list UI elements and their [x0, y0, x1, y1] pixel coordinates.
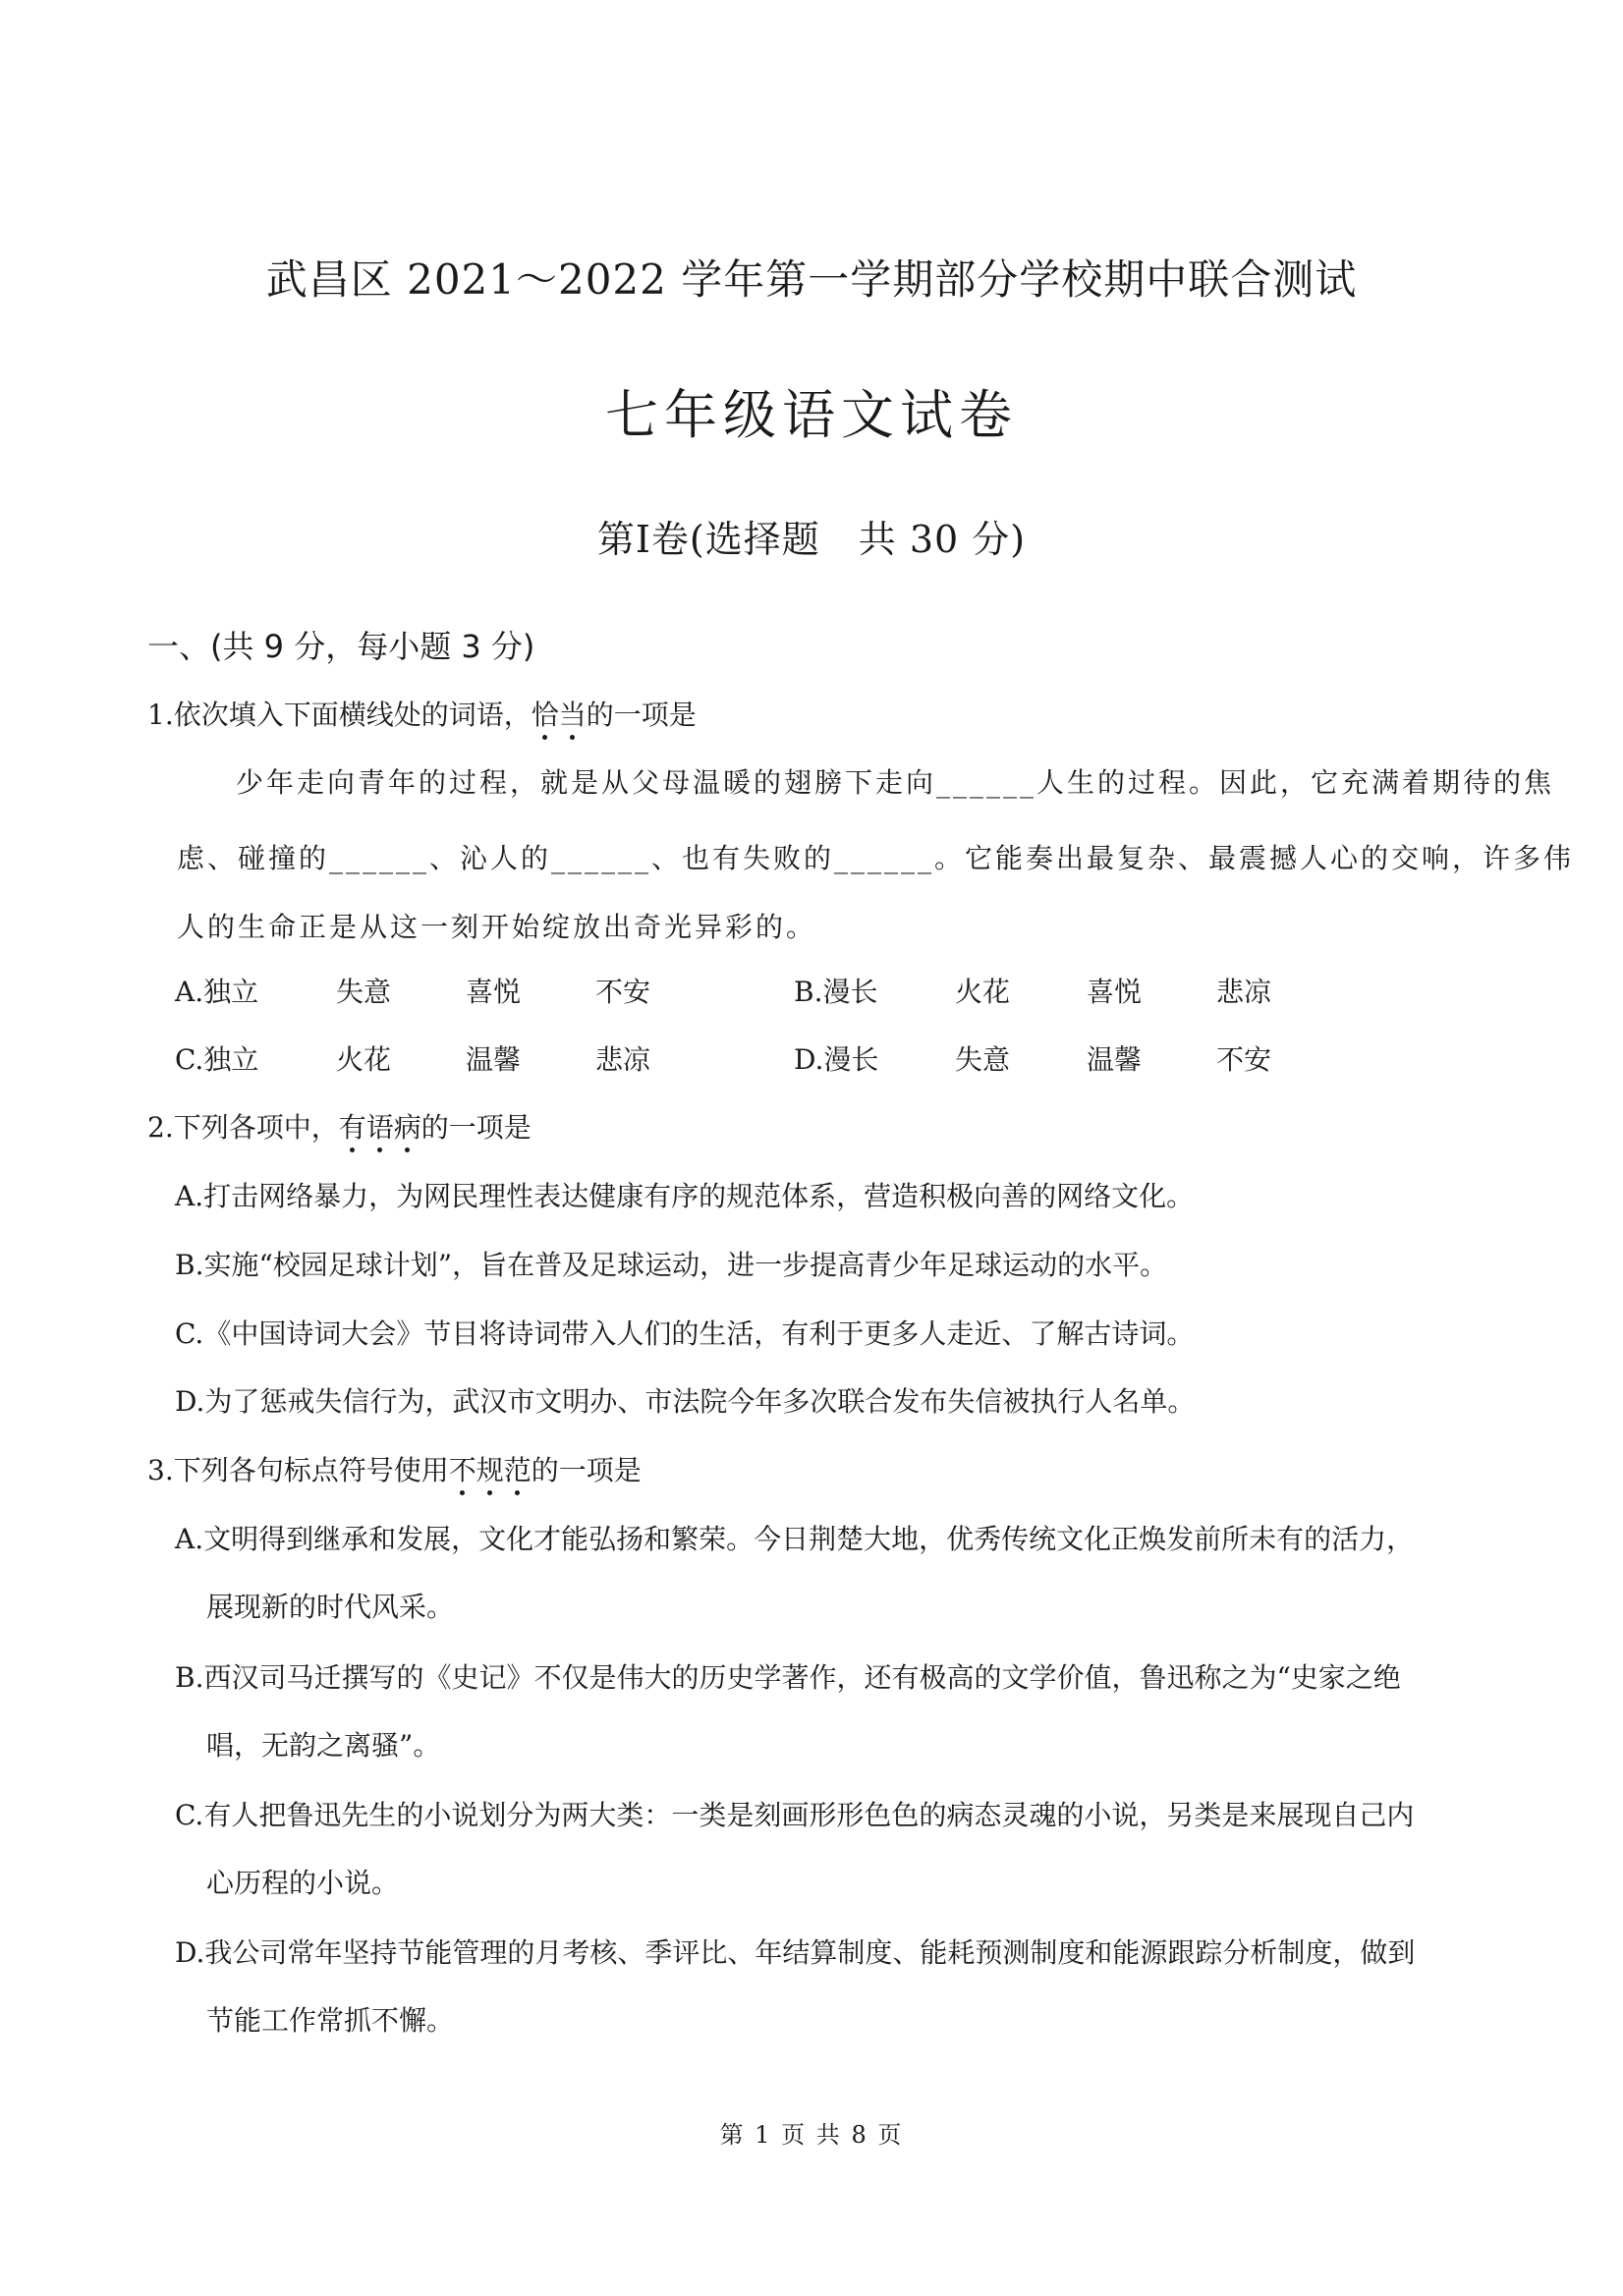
question-2-option-b: B.实施“校园足球计划”，旨在普及足球运动，进一步提高青少年足球运动的水平。 [175, 1249, 1168, 1281]
emphasis-char: 当 [558, 699, 587, 731]
question-3-option-b-line: 唱，无韵之离骚”。 [206, 1729, 441, 1762]
question-stem-text: 3.下列各句标点符号使用 [147, 1454, 449, 1486]
option-d-word: D.漫长 [794, 1043, 879, 1076]
emphasis-char: 规 [476, 1454, 504, 1486]
question-stem-text: 1.依次填入下面横线处的词语， [147, 699, 532, 731]
question-stem-text: 的一项是 [531, 1454, 642, 1486]
question-3-option-a-line: A.文明得到继承和发展，文化才能弘扬和繁荣。今日荆楚大地，优秀传统文化正焕发前所未有的活力， [175, 1523, 1415, 1555]
question-2-stem [147, 1106, 532, 1146]
emphasis-char: 有 [338, 1111, 366, 1144]
question-3-option-a-line: 展现新的时代风采。 [206, 1591, 455, 1623]
question-3-option-b-line: B.西汉司马迁撰写的《史记》不仅是伟大的历史学著作，还有极高的文学价值，鲁迅称之为“史家之绝 [175, 1661, 1401, 1694]
option-a-word: 不安 [595, 976, 651, 1008]
question-2-option-d: D.为了惩戒失信行为，武汉市文明办、市法院今年多次联合发布失信被执行人名单。 [175, 1385, 1196, 1418]
question-2-option-a: A.打击网络暴力，为网民理性表达健康有序的规范体系，营造积极向善的网络文化。 [175, 1180, 1195, 1212]
option-d-word: 不安 [1216, 1043, 1272, 1076]
question-3-option-c-line: C.有人把鲁迅先生的小说划分为两大类：一类是刻画形形色色的病态灵魂的小说，另类是来展现自己内 [175, 1799, 1415, 1831]
page-footer: 第 1 页 共 8 页 [719, 2121, 904, 2149]
option-c-word: 温馨 [466, 1043, 522, 1076]
option-d-word: 失意 [955, 1043, 1011, 1076]
question-1-stem [147, 694, 697, 733]
option-a-word: 喜悦 [466, 976, 522, 1008]
option-a-word: 失意 [336, 976, 392, 1008]
question-stem-text: 的一项是 [420, 1111, 532, 1144]
option-b-word: 喜悦 [1087, 976, 1143, 1008]
option-b-word: 悲凉 [1216, 976, 1272, 1008]
option-c-word: 悲凉 [595, 1043, 651, 1076]
passage-line: 虑、碰撞的______、沁人的______、也有失败的______。它能奏出最复杂、最震撼人心的交响，许多伟 [177, 842, 1575, 874]
question-3-option-d-line: D.我公司常年坚持节能管理的月考核、季评比、年结算制度、能耗预测制度和能源跟踪分析制度，做到 [175, 1936, 1416, 1969]
passage-line: 少年走向青年的过程，就是从父母温暖的翅膀下走向______人生的过程。因此，它充满着期待的焦 [236, 766, 1555, 799]
emphasis-char: 恰 [531, 699, 559, 731]
question-3-option-d-line: 节能工作常抓不懈。 [206, 2004, 455, 2037]
option-c-word: 火花 [336, 1043, 392, 1076]
option-a-word: A.独立 [175, 976, 259, 1008]
question-3-option-c-line: 心历程的小说。 [206, 1867, 400, 1899]
option-d-word: 温馨 [1087, 1043, 1143, 1076]
question-stem-text: 2.下列各项中， [147, 1111, 339, 1144]
passage-line: 人的生命正是从这一刻开始绽放出奇光异彩的。 [177, 911, 817, 943]
emphasis-char: 范 [503, 1454, 532, 1486]
emphasis-char: 语 [365, 1111, 394, 1144]
question-stem-text: 的一项是 [586, 699, 697, 731]
question-2-option-c: C.《中国诗词大会》节目将诗词带入人们的生活，有利于更多人走近、了解古诗词。 [175, 1317, 1195, 1350]
question-3-stem [147, 1449, 642, 1488]
part-title: 第Ⅰ卷(选择题 共 30 分) [596, 518, 1027, 561]
section-heading: 一、(共 9 分，每小题 3 分) [147, 628, 535, 665]
emphasis-char: 病 [393, 1111, 421, 1144]
option-c-word: C.独立 [175, 1043, 259, 1076]
option-b-word: 火花 [955, 976, 1011, 1008]
subject-title: 七年级语文试卷 [605, 384, 1018, 446]
emphasis-char: 不 [448, 1454, 476, 1486]
option-b-word: B.漫长 [794, 976, 878, 1008]
exam-title: 武昌区 2021～2022 学年第一学期部分学校期中联合测试 [265, 255, 1358, 304]
